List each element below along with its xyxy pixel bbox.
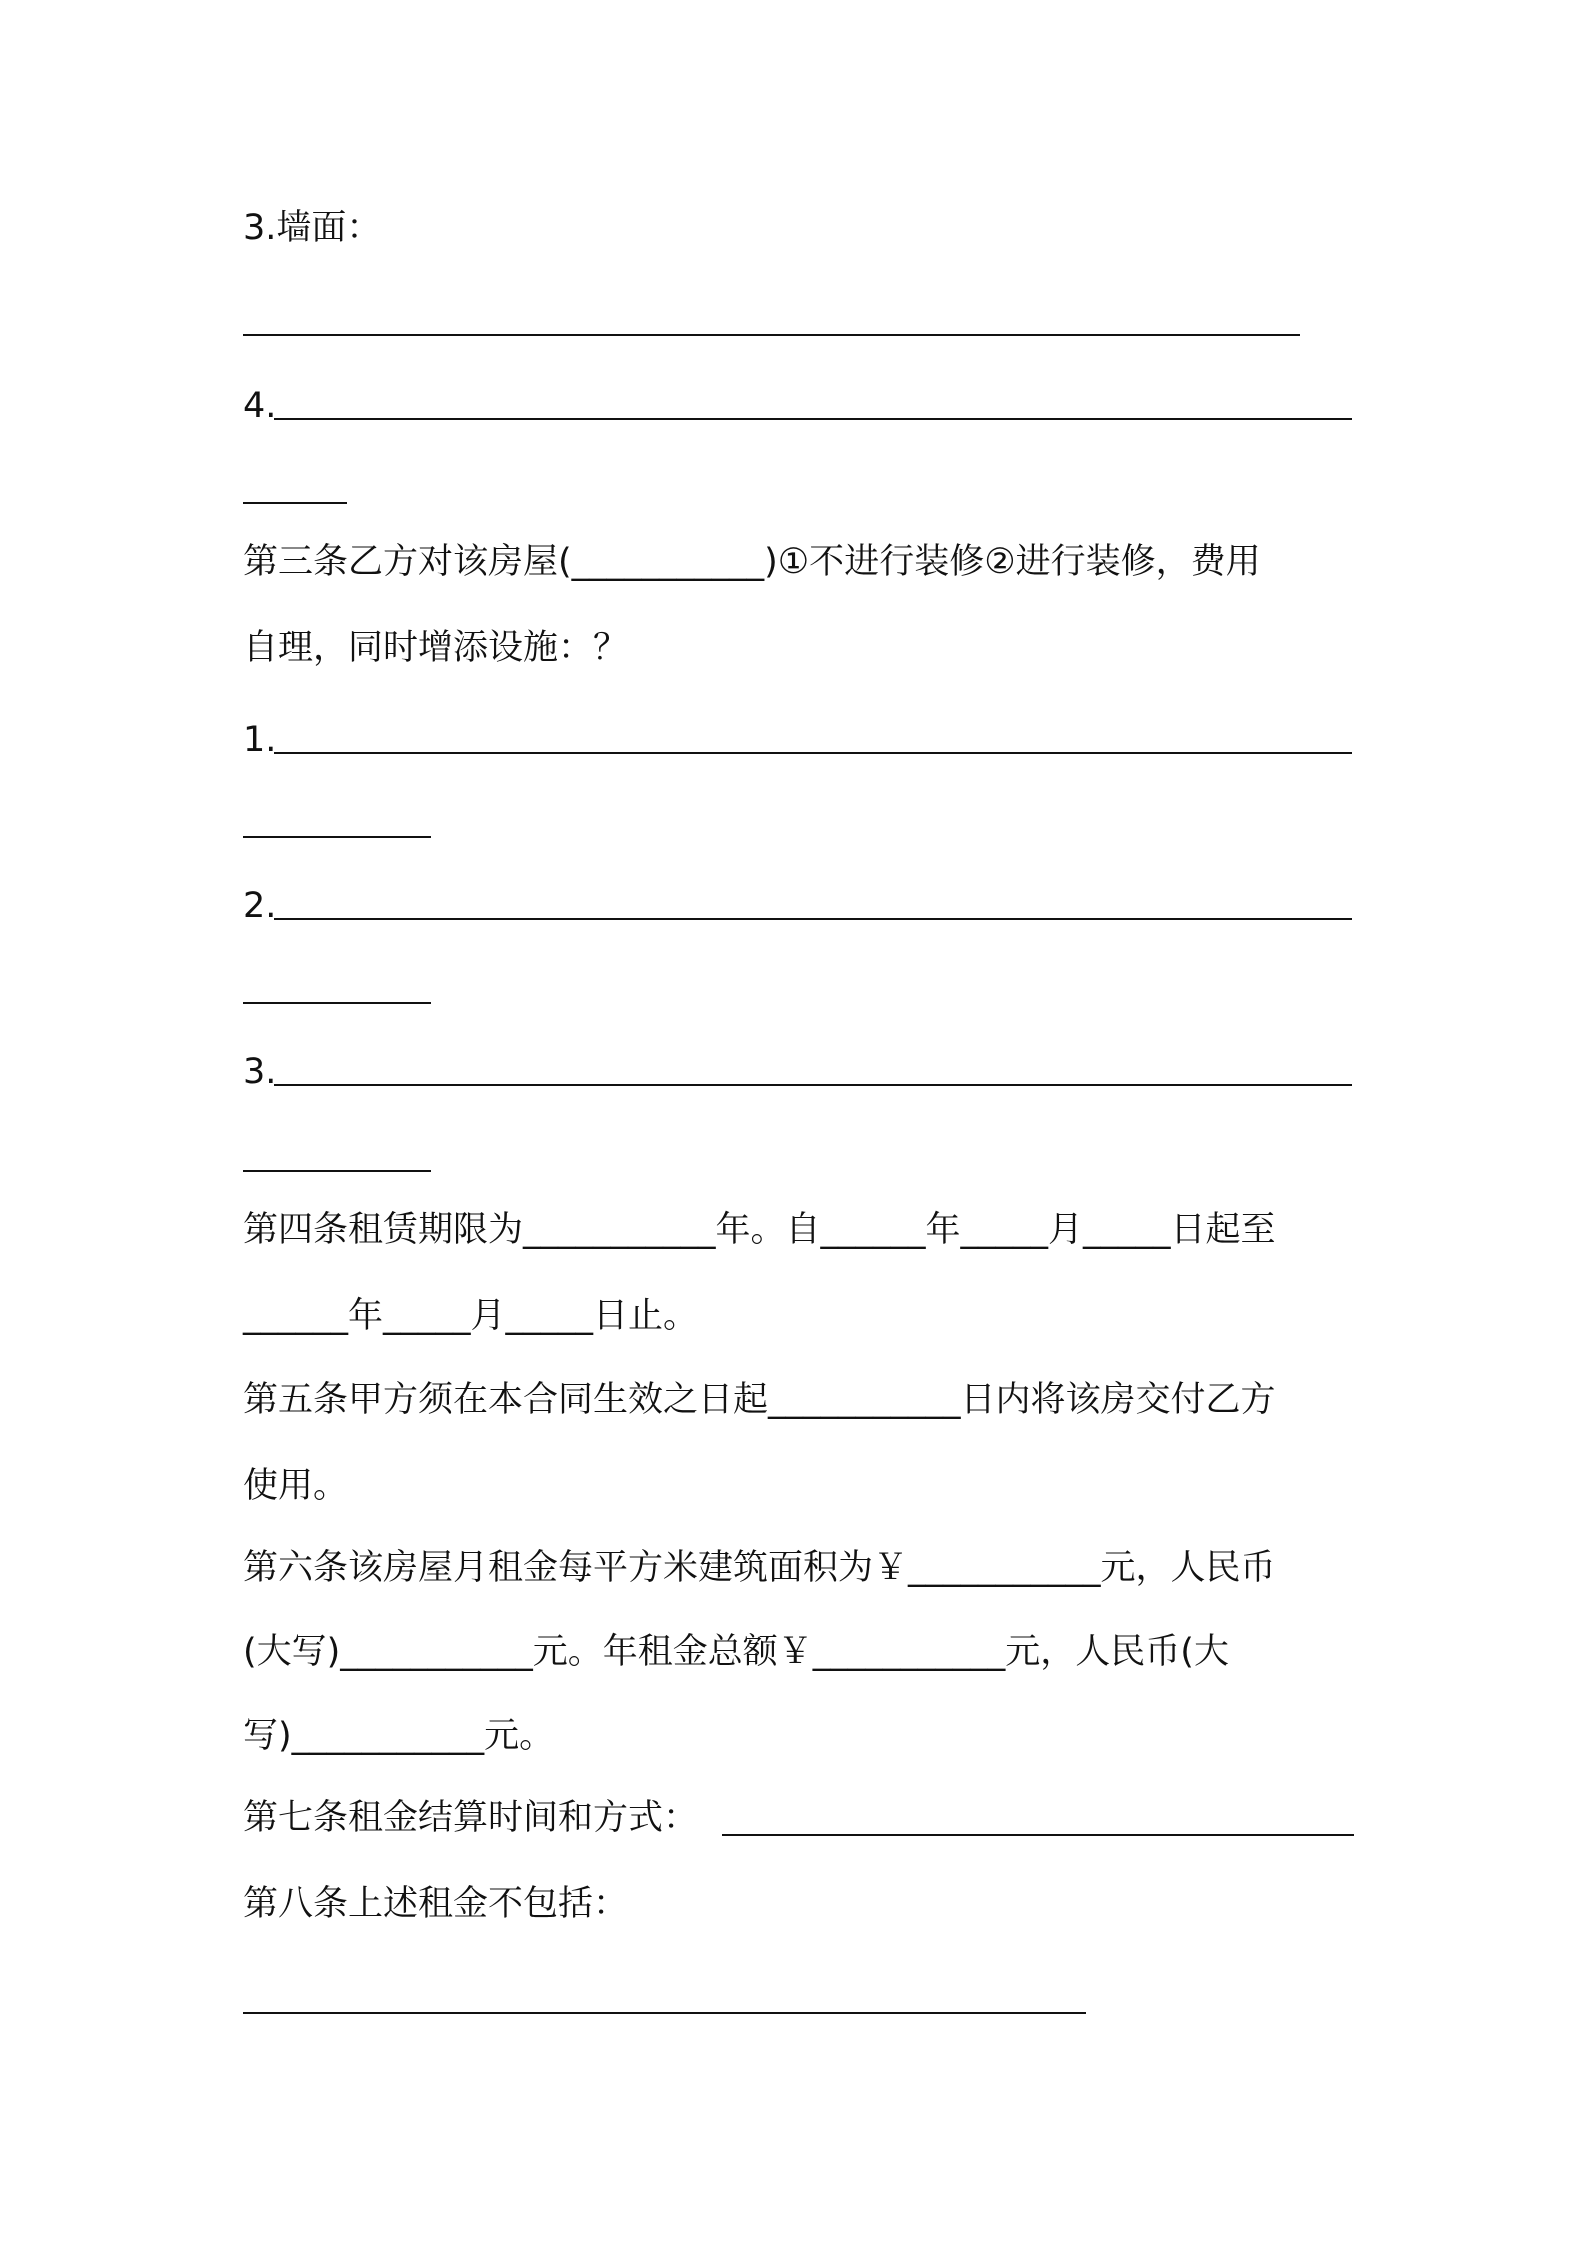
blank-line: [243, 836, 431, 838]
article-5-text: 第五条甲方须在本合同生效之日起___________日内将该房交付乙方: [243, 1380, 1276, 1420]
article-8-text: 第八条上述租金不包括：: [243, 1884, 629, 1924]
blank-line: [243, 334, 1300, 336]
facility-item-1-label: 1.: [243, 720, 277, 760]
article-3-text: 第三条乙方对该房屋(___________)①不进行装修②进行装修，费用: [243, 542, 1261, 582]
article-4-text: 第四条租赁期限为___________年。自______年_____月_____日起至: [243, 1210, 1276, 1250]
item-3-wall-label: 3.墙面：: [243, 208, 382, 248]
article-6-text-end: 写)___________元。: [243, 1716, 555, 1756]
facility-item-2-label: 2.: [243, 886, 277, 926]
article-5-text-cont: 使用。: [243, 1466, 349, 1506]
blank-line: [274, 418, 1352, 420]
blank-line: [243, 1170, 431, 1172]
article-6-text: 第六条该房屋月租金每平方米建筑面积为￥___________元，人民币: [243, 1548, 1276, 1588]
blank-line: [274, 752, 1352, 754]
blank-line: [243, 502, 347, 504]
blank-line: [243, 2012, 1086, 2014]
blank-line: [274, 918, 1352, 920]
article-7-text: 第七条租金结算时间和方式：: [243, 1798, 699, 1838]
blank-line: [243, 1002, 431, 1004]
article-6-text-cont: (大写)___________元。年租金总额￥___________元，人民币(大: [243, 1632, 1229, 1672]
item-4-label: 4.: [243, 386, 277, 426]
blank-line: [274, 1084, 1352, 1086]
blank-line: [722, 1834, 1354, 1836]
article-3-text-cont: 自理，同时增添设施：？: [243, 628, 629, 668]
facility-item-3-label: 3.: [243, 1052, 277, 1092]
article-4-text-cont: ______年_____月_____日止。: [243, 1296, 699, 1336]
